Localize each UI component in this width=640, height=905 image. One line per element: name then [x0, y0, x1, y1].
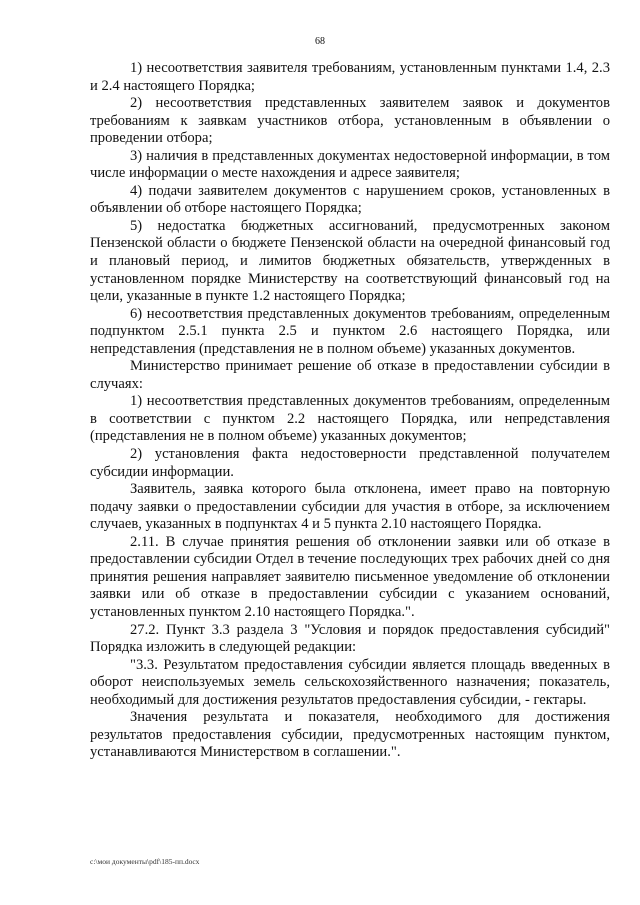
- paragraph: Заявитель, заявка которого была отклонена, имеет право на повторную подачу заявки о предоставлении субсидии для участия в отборе, за исключением случаев, указанных в подпунктах 4 и 5 пункта 2.10 настоящего Порядка.: [90, 481, 610, 533]
- footer-file-path: c:\мои документы\pdf\185-пп.docx: [90, 857, 200, 866]
- document-body: [90, 60, 610, 762]
- paragraph: "3.3. Результатом предоставления субсидии является площадь введенных в оборот неиспользуемых земель сельскохозяйственного назначения; показатель, необходимый для достижения результатов предоставления субсидии, - гектары.: [90, 656, 610, 708]
- paragraph: 6) несоответствия представленных документов требованиям, определенным подпунктом 2.5.1 пункта 2.5 и пунктом 2.6 настоящего Порядка, или непредставления (представления не в полном объеме) указанных документов.: [90, 305, 610, 357]
- paragraph: 2.11. В случае принятия решения об отклонении заявки или об отказе в предоставлении субсидии Отдел в течение последующих трех рабочих дней со дня принятия решения направляет заявителю письменное уведомление об отклонении заявки или об отказе в предоставлении субсидии с указанием оснований, установленных пунктом 2.10 настоящего Порядка.".: [90, 533, 610, 620]
- paragraph: Министерство принимает решение об отказе в предоставлении субсидии в случаях:: [90, 358, 610, 392]
- paragraph: 4) подачи заявителем документов с нарушением сроков, установленных в объявлении об отборе настоящего Порядка;: [90, 182, 610, 217]
- page-number: 68: [315, 36, 325, 47]
- paragraph: 27.2. Пункт 3.3 раздела 3 "Условия и порядок предоставления субсидий" Порядка изложить в следующей редакции:: [90, 621, 610, 656]
- paragraph: 5) недостатка бюджетных ассигнований, предусмотренных законом Пензенской области о бюджете Пензенской области на очередной финансовый год и плановый период, и лимитов бюджетных обязательств, утвержденных в установленном порядке Министерству на соответствующий финансовый год на цели, указанные в пункте 1.2 настоящего Порядка;: [90, 217, 610, 305]
- paragraph: 1) несоответствия представленных документов требованиям, определенным в соответствии с пунктом 2.2 настоящего Порядка, или непредставления (представления не в полном объеме) указанных документов;: [90, 393, 610, 445]
- paragraph: 3) наличия в представленных документах недостоверной информации, в том числе информации о месте нахождения и адресе заявителя;: [90, 147, 610, 182]
- paragraph: 1) несоответствия заявителя требованиям, установленным пунктами 1.4, 2.3 и 2.4 настоящего Порядка;: [90, 60, 610, 94]
- paragraph: Значения результата и показателя, необходимого для достижения результатов предоставления субсидии, предусмотренных настоящим пунктом, устанавливаются Министерством в соглашении.".: [90, 709, 610, 761]
- paragraph: 2) установления факта недостоверности представленной получателем субсидии информации.: [90, 446, 610, 480]
- paragraph: 2) несоответствия представленных заявителем заявок и документов требованиям к заявкам участников отбора, установленным в объявлении о проведении отбора;: [90, 95, 610, 147]
